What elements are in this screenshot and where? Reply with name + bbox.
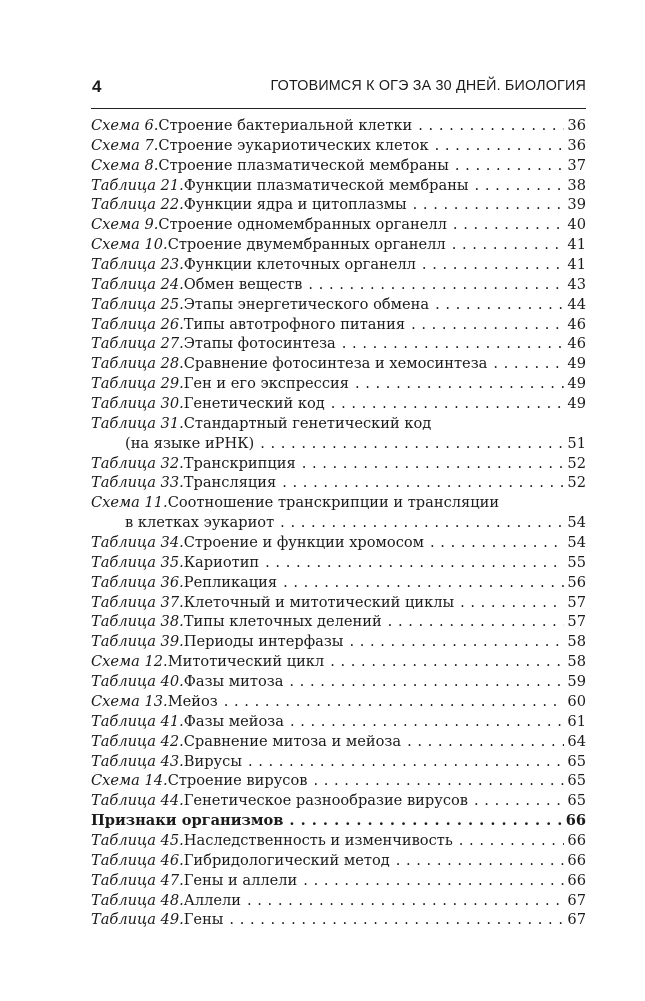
entry-title-continuation: (на языке иРНК) [125,434,255,452]
entry-title: Соотношение транскрипции и трансляции [167,494,500,512]
leader-dots [460,593,564,613]
entry-label: Таблица 38. [91,613,184,631]
page-ref: 52 [567,474,586,492]
page-ref: 46 [567,315,586,333]
page-ref: 57 [567,613,586,631]
toc-entry-line [91,533,586,553]
leader-dots [388,612,565,632]
entry-title: Стандартный генетический код [183,414,432,432]
toc-entry [91,910,586,930]
toc-entry-line [91,593,586,613]
entry-title: Строение вирусов [167,772,308,790]
toc-entry [91,752,586,772]
entry-label: Таблица 39. [91,633,184,651]
toc-entry-line [91,195,586,215]
toc-entry [91,334,586,354]
entry-label: Таблица 25. [91,295,184,313]
entry-title: Периоды интерфазы [183,633,344,651]
page-ref: 60 [567,692,586,710]
entry-label: Таблица 49. [91,911,184,929]
toc-entry [91,156,586,176]
leader-dots [396,851,565,871]
entry-label: Таблица 32. [91,454,184,472]
entry-label: Схема 14. [91,772,168,790]
entry-label: Схема 6. [91,117,159,134]
toc-entry-line [91,771,586,791]
toc-entry-line [91,652,586,672]
leader-dots [407,732,564,752]
page-ref: 65 [567,752,586,770]
leader-dots [313,771,564,791]
toc-entry-line [91,156,586,176]
entry-title: Типы автотрофного питания [183,315,406,333]
leader-dots [474,791,564,811]
toc-entry [91,473,586,493]
entry-title: Транскрипция [183,454,296,472]
toc-entry-line [91,454,586,474]
toc-entry-line [91,235,586,255]
entry-label: Таблица 27. [91,335,184,353]
entry-label: Таблица 41. [91,712,184,730]
entry-label: Схема 11. [91,494,168,512]
entry-title: Ген и его экспрессия [183,375,349,393]
entry-label: Таблица 29. [91,375,184,393]
toc-entry-line [91,672,586,692]
entry-title: Фазы мейоза [183,712,284,730]
entry-label: Схема 12. [91,653,168,671]
leader-dots [475,176,565,196]
toc-entry [91,771,586,791]
entry-label: Схема 9. [91,216,159,234]
leader-dots [330,652,564,672]
page-ref: 55 [567,553,586,571]
entry-label: Таблица 46. [91,851,184,869]
toc-entry-line [91,752,586,772]
entry-label: Таблица 33. [91,474,184,492]
page-number: 4 [92,77,102,96]
toc-entry-line [91,831,586,851]
page-ref: 51 [567,434,586,452]
toc-entry-line [91,334,586,354]
leader-dots [418,116,564,136]
page-ref: 36 [567,117,586,134]
page-ref: 58 [567,653,586,671]
toc-entry-line [91,136,586,156]
entry-title: Генетический код [183,395,325,413]
entry-label: Таблица 34. [91,534,184,552]
leader-dots [280,513,564,533]
toc-entry [91,533,586,553]
toc-entry-continuation [91,513,586,533]
toc-entry [91,354,586,374]
entry-title: Мейоз [167,692,218,710]
toc-entry-line [91,712,586,732]
toc-entry-line [91,275,586,295]
toc-entry-line [91,116,586,136]
toc-entry-line [91,732,586,752]
toc-entry [91,672,586,692]
entry-label: Таблица 31. [91,414,184,432]
toc-entry [91,553,586,573]
toc-entry [91,791,586,811]
toc-entry-line [91,374,586,394]
toc-entry [91,871,586,891]
entry-title: Гибридологический метод [183,851,390,869]
toc-entry [91,275,586,295]
entry-title: Гены [183,911,224,929]
toc-entry-line [91,910,586,930]
leader-dots [224,692,565,712]
leader-dots [342,334,565,354]
entry-label: Таблица 37. [91,593,184,611]
page-ref: 65 [567,792,586,810]
entry-label: Таблица 22. [91,196,184,214]
leader-dots [283,573,564,593]
page-ref: 59 [567,673,586,691]
leader-dots [493,354,564,374]
page-ref: 66 [567,831,586,849]
entry-title: Сравнение фотосинтеза и хемосинтеза [183,355,488,373]
running-title: ГОТОВИМСЯ К ОГЭ ЗА 30 ДНЕЙ. БИОЛОГИЯ [270,78,586,94]
entry-title: Клеточный и митотический циклы [183,593,455,611]
entry-title: Функции клеточных органелл [183,256,416,274]
toc-entry-line [91,255,586,275]
page-ref: 58 [567,633,586,651]
entry-label: Схема 7. [91,136,159,154]
page-ref: 41 [567,236,586,254]
toc-entry-line [91,473,586,493]
toc-entry-line [91,811,586,831]
toc-entry-line [125,434,586,454]
entry-label: Таблица 48. [91,891,184,909]
toc-entry [91,493,586,513]
page-ref: 49 [567,375,586,393]
table-of-contents [91,116,586,930]
page-ref: 38 [567,176,586,194]
leader-dots [247,891,564,911]
toc-entry-line [91,493,586,513]
toc-entry-line [91,215,586,235]
page-ref: 66 [565,812,586,830]
toc-entry [91,315,586,335]
entry-title: Типы клеточных делений [183,613,382,631]
toc-entry-line [91,295,586,315]
leader-dots [302,454,565,474]
toc-entry-line [91,176,586,196]
page-ref: 54 [567,534,586,552]
leader-dots [453,215,565,235]
entry-title: Фазы митоза [183,673,284,691]
leader-dots [435,295,564,315]
toc-entry-line [91,632,586,652]
leader-dots [331,394,565,414]
page-ref: 41 [567,256,586,274]
entry-label: Таблица 36. [91,573,184,591]
toc-entry [91,831,586,851]
leader-dots [289,811,562,831]
page-ref: 64 [567,732,586,750]
entry-label: Таблица 26. [91,315,184,333]
leader-dots [289,672,564,692]
toc-entry-line [91,612,586,632]
toc-entry-line [91,414,586,434]
toc-entry [91,394,586,414]
toc-entry-continuation [91,434,586,454]
toc-entry-line [91,851,586,871]
entry-title: Строение бактериальной клетки [158,117,413,134]
toc-entry [91,235,586,255]
page-ref: 66 [567,871,586,889]
toc-entry [91,215,586,235]
toc-entry-line [91,871,586,891]
page-ref: 54 [567,514,586,532]
page-ref: 61 [567,712,586,730]
leader-dots [349,632,564,652]
toc-entry-line [91,394,586,414]
toc-entry [91,255,586,275]
toc-entry [91,176,586,196]
entry-title: Функции ядра и цитоплазмы [183,196,407,214]
toc-entry [91,136,586,156]
entry-title: Строение одномембранных органелл [158,216,447,234]
toc-entry [91,732,586,752]
entry-label: Схема 8. [91,156,159,174]
entry-label: Таблица 28. [91,355,184,373]
toc-entry [91,891,586,911]
entry-label: Таблица 42. [91,732,184,750]
toc-entry [91,593,586,613]
entry-label: Таблица 43. [91,752,184,770]
toc-entry [91,116,586,136]
page-ref: 49 [567,355,586,373]
toc-entry-line [91,573,586,593]
page-ref: 40 [567,216,586,234]
leader-dots [303,871,564,891]
entry-title: Генетическое разнообразие вирусов [183,792,469,810]
entry-title: Митотический цикл [167,653,325,671]
entry-title: Аллели [183,891,241,909]
page-ref: 52 [567,454,586,472]
leader-dots [260,434,564,454]
leader-dots [248,752,564,772]
leader-dots [290,712,564,732]
page-ref: 39 [567,196,586,214]
entry-label: Таблица 45. [91,831,184,849]
entry-label: Таблица 30. [91,395,184,413]
leader-dots [430,533,564,553]
toc-entry [91,454,586,474]
page-ref: 67 [567,891,586,909]
leader-dots [265,553,564,573]
entry-title: Строение эукариотических клеток [158,136,429,154]
toc-entry-line [91,791,586,811]
entry-title-continuation: в клетках эукариот [125,514,275,532]
leader-dots [411,315,564,335]
entry-title: Вирусы [183,752,242,770]
toc-entry-line [91,553,586,573]
page-ref: 66 [567,851,586,869]
page-ref: 57 [567,593,586,611]
toc-entry [91,414,586,434]
leader-dots [455,156,565,176]
leader-dots [413,195,565,215]
page-ref: 56 [567,573,586,591]
entry-title: Этапы энергетического обмена [183,295,430,313]
toc-entry [91,612,586,632]
page-ref: 67 [567,911,586,929]
leader-dots [229,910,564,930]
toc-entry [91,712,586,732]
entry-label: Таблица 24. [91,275,184,293]
page-ref: 44 [567,295,586,313]
toc-entry [91,195,586,215]
entry-title: Строение двумембранных органелл [167,236,446,254]
toc-entry-line [91,692,586,712]
leader-dots [422,255,565,275]
toc-entry-line [91,891,586,911]
entry-label: Таблица 47. [91,871,184,889]
toc-entry-line [91,354,586,374]
entry-label: Таблица 40. [91,673,184,691]
entry-label: Таблица 21. [91,176,184,194]
toc-entry [91,573,586,593]
toc-entry [91,652,586,672]
entry-title: Гены и аллели [183,871,298,889]
leader-dots [459,831,565,851]
entry-title: Наследственность и изменчивость [183,831,453,849]
leader-dots [308,275,564,295]
toc-entry [91,692,586,712]
entry-title: Кариотип [183,553,260,571]
toc-entry [91,851,586,871]
section-title: Признаки организмов [91,812,284,830]
entry-title: Сравнение митоза и мейоза [183,732,402,750]
entry-label: Схема 13. [91,692,168,710]
page-ref: 43 [567,275,586,293]
entry-label: Таблица 44. [91,792,184,810]
entry-label: Таблица 35. [91,553,184,571]
leader-dots [452,235,565,255]
toc-entry-line [125,513,586,533]
toc-entry [91,374,586,394]
page-ref: 36 [567,136,586,154]
leader-dots [435,136,565,156]
toc-entry [91,632,586,652]
entry-title: Строение плазматической мембраны [158,156,449,174]
leader-dots [355,374,564,394]
page-ref: 49 [567,395,586,413]
entry-title: Этапы фотосинтеза [183,335,336,353]
page-ref: 65 [567,772,586,790]
page-ref: 37 [567,156,586,174]
toc-entry-line [91,315,586,335]
entry-label: Таблица 23. [91,256,184,274]
page-ref: 46 [567,335,586,353]
page-header [91,70,586,109]
entry-title: Функции плазматической мембраны [183,176,469,194]
entry-title: Трансляция [183,474,277,492]
toc-entry [91,295,586,315]
entry-title: Строение и функции хромосом [183,534,425,552]
entry-label: Схема 10. [91,236,168,254]
leader-dots [282,473,564,493]
entry-title: Обмен веществ [183,275,303,293]
toc-section-entry [91,811,586,831]
entry-title: Репликация [183,573,278,591]
